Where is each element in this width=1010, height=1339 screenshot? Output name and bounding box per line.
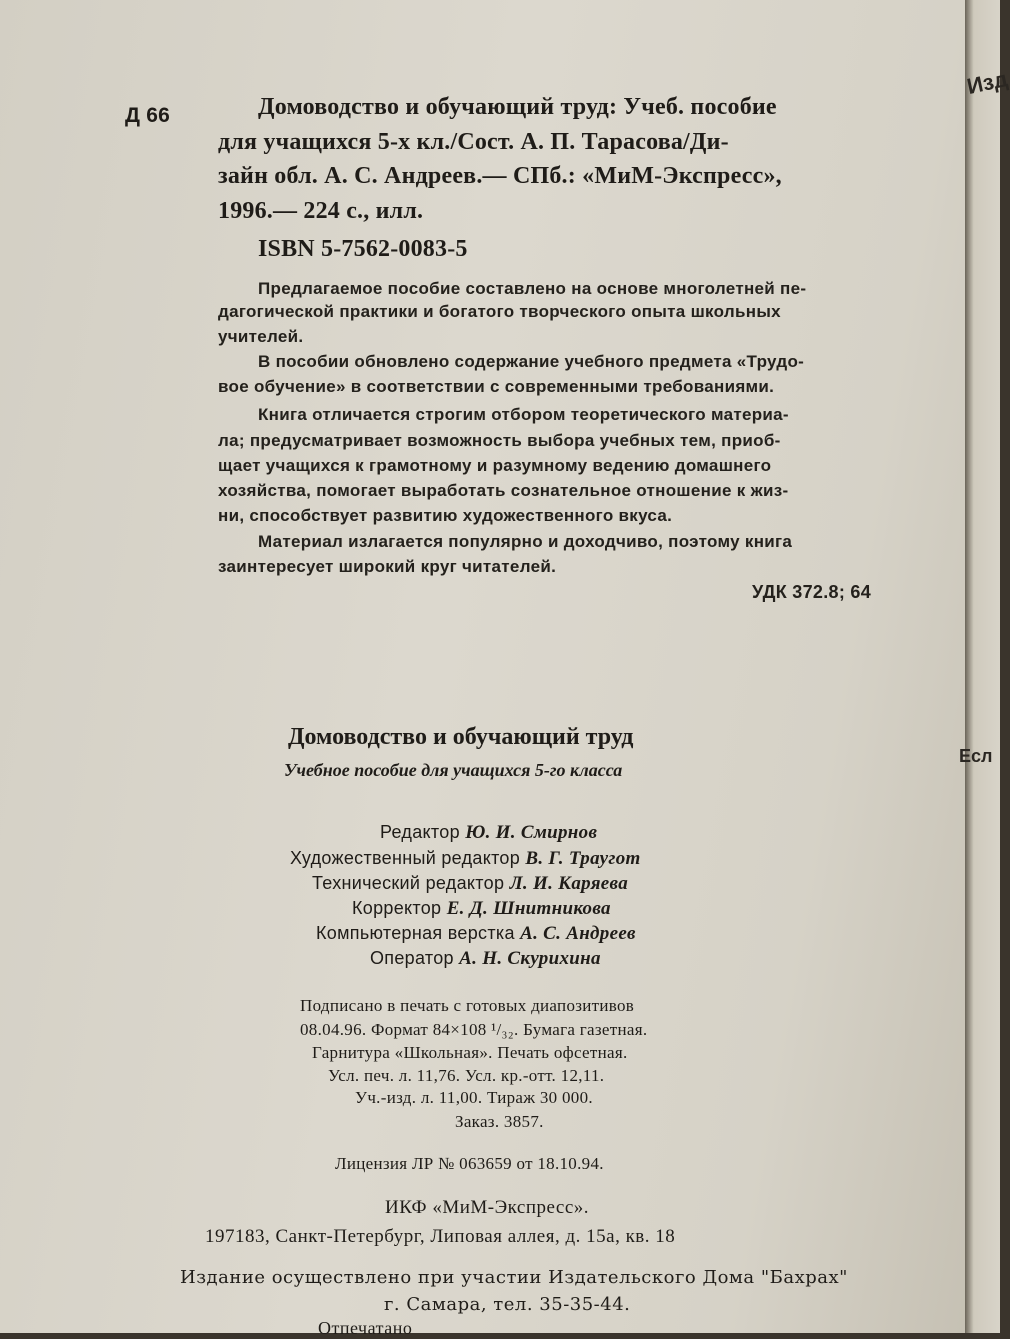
annotation-line-12: заинтересует широкий круг читателей. — [218, 557, 557, 576]
credit-operator — [370, 948, 601, 970]
isbn: ISBN 5-7562-0083-5 — [258, 236, 468, 262]
credit-person: А. Н. Скурихина — [459, 948, 601, 969]
edition-note-line-1: Издание осуществлено при участии Издательского Дома "Бахрах" — [180, 1267, 848, 1288]
publisher-name: ИКФ «МиМ-Экспресс». — [385, 1197, 590, 1218]
book-title: Домоводство и обучающий труд — [288, 724, 634, 750]
credit-person: Ю. И. Смирнов — [465, 822, 598, 843]
annotation-line-8: щает учащихся к грамотному и разумному ведению домашнего — [218, 456, 772, 475]
annotation-line-9: хозяйства, помогает выработать сознательное отношение к жиз- — [218, 481, 789, 500]
catalog-line-2: для учащихся 5-х кл./Сост. А. П. Тарасова/Ди- — [218, 129, 729, 155]
license: Лицензия ЛР № 063659 от 18.10.94. — [335, 1154, 604, 1173]
catalog-line-3: зайн обл. А. С. Андреев.— СПб.: «МиМ-Экспресс», — [218, 163, 782, 189]
credit-role: Художественный редактор — [290, 848, 521, 868]
credit-layout — [316, 923, 636, 945]
index-code: Д 66 — [125, 104, 170, 127]
credit-tech-editor — [312, 873, 628, 895]
imprint-line-4: Усл. печ. л. 11,76. Усл. кр.-отт. 12,11. — [328, 1066, 605, 1085]
imprint-line-1: Подписано в печать с готовых диапозитивов — [300, 996, 635, 1015]
adjacent-page-fragment: Изд — [964, 66, 1010, 99]
credit-person: В. Г. Траугот — [525, 848, 641, 869]
credit-art-editor — [290, 848, 641, 870]
annotation-line-6: Книга отличается строгим отбором теоретического материа- — [258, 405, 789, 424]
catalog-line-4: 1996.— 224 с., илл. — [218, 198, 424, 224]
credit-role: Корректор — [352, 898, 442, 918]
credit-person: Е. Д. Шнитникова — [446, 898, 611, 919]
imprint-line-2: 08.04.96. Формат 84×108 ¹/₃₂. Бумага газетная. — [300, 1020, 648, 1039]
imprint-line-3: Гарнитура «Школьная». Печать офсетная. — [312, 1043, 628, 1062]
edition-note-line-2: г. Самара, тел. 35-35-44. — [384, 1294, 631, 1315]
annotation-line-10: ни, способствует развитию художественного вкуса. — [218, 506, 673, 525]
credit-role: Компьютерная верстка — [316, 923, 515, 943]
publisher-address: 197183, Санкт-Петербург, Липовая аллея, д. 15а, кв. 18 — [205, 1226, 676, 1247]
credit-role: Редактор — [380, 822, 460, 842]
credit-person: Л. И. Каряева — [509, 873, 628, 894]
annotation-line-2: дагогической практики и богатого творческого опыта школьных — [218, 302, 781, 321]
cut-off-print-line: Отпечатано — [318, 1318, 413, 1338]
annotation-line-11: Материал излагается популярно и доходчиво, поэтому книга — [258, 532, 793, 551]
imprint-line-5: Уч.-изд. л. 11,00. Тираж 30 000. — [355, 1088, 593, 1107]
adjacent-page-fragment: Есл — [959, 746, 993, 766]
book-subtitle: Учебное пособие для учащихся 5-го класса — [284, 760, 623, 780]
annotation-line-1: Предлагаемое пособие составлено на основе многолетней пе- — [258, 279, 807, 298]
annotation-line-3: учителей. — [218, 327, 304, 346]
credit-proofreader — [352, 898, 611, 920]
credit-person: А. С. Андреев — [520, 923, 636, 944]
credit-role: Оператор — [370, 948, 454, 968]
credit-editor — [380, 822, 597, 844]
imprint-line-6: Заказ. 3857. — [455, 1112, 544, 1131]
annotation-line-7: ла; предусматривает возможность выбора учебных тем, приоб- — [218, 431, 781, 450]
adjacent-page-edge — [959, 0, 1010, 1333]
annotation-line-4: В пособии обновлено содержание учебного предмета «Трудо- — [258, 352, 805, 371]
credit-role: Технический редактор — [312, 873, 505, 893]
annotation-line-5: вое обучение» в соответствии с современными требованиями. — [218, 377, 775, 396]
udk: УДК 372.8; 64 — [752, 582, 872, 602]
catalog-line-1: Домоводство и обучающий труд: Учеб. пособие — [258, 94, 777, 120]
